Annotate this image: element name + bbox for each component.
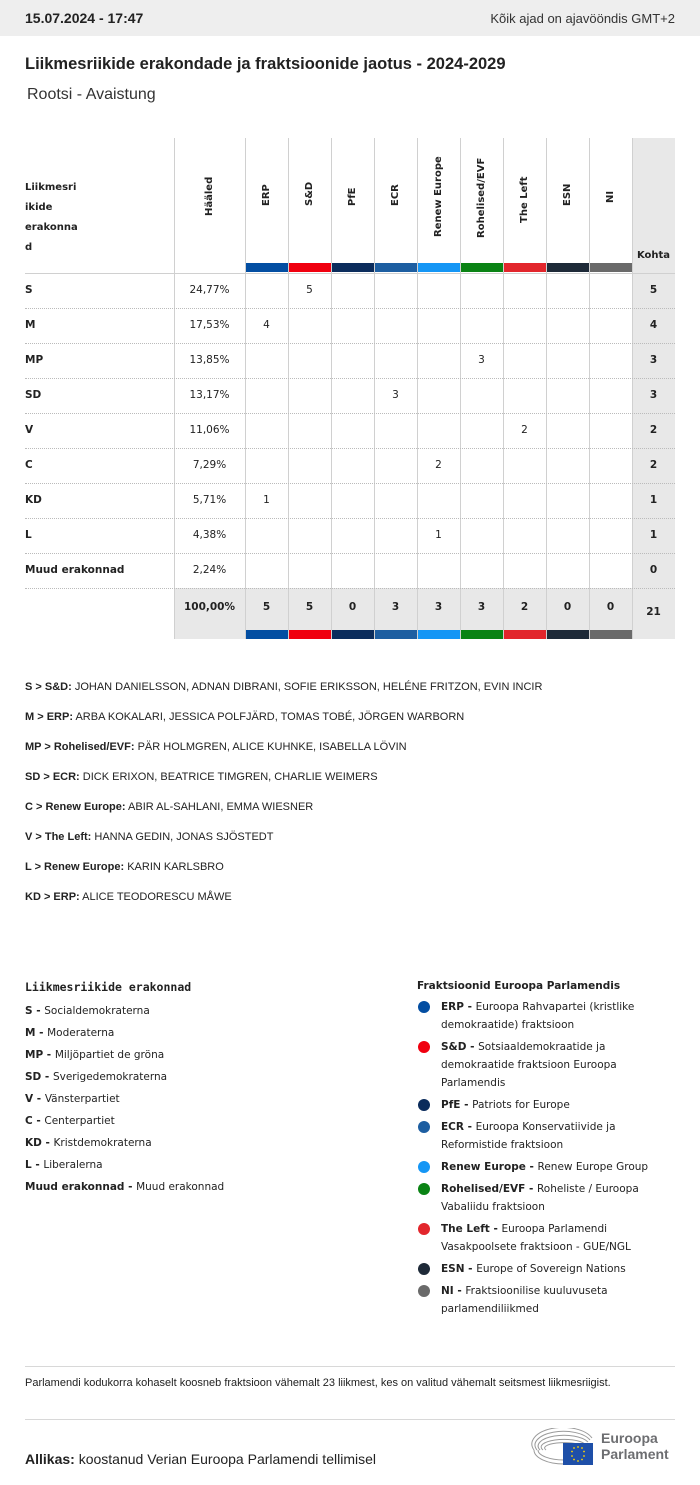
seat-cell — [331, 273, 374, 308]
seat-cell — [589, 273, 632, 308]
party-cell: L — [25, 529, 32, 541]
row-total-cell: 2 — [649, 424, 658, 436]
total-seat-cell: 5 — [262, 601, 271, 613]
seats-column-header: Kohta — [636, 250, 671, 261]
group-color-dot-icon — [418, 1041, 430, 1053]
party-legend-title: Liikmesriikide erakonnad — [25, 980, 192, 994]
seat-cell — [245, 273, 288, 308]
votes-cell: 5,71% — [192, 494, 227, 506]
mep-group-key: S > S&D — [25, 681, 69, 693]
mep-group-key: V > The Left — [25, 831, 88, 843]
seat-cell — [589, 518, 632, 553]
page-subtitle: Rootsi - Avaistung — [27, 86, 156, 103]
party-column-header: Liikmesri ikide erakonna d — [25, 182, 78, 253]
seat-cell — [245, 553, 288, 588]
hemicycle-icon — [530, 1428, 600, 1468]
mep-group-key: KD > ERP — [25, 891, 77, 903]
seat-cell — [503, 378, 546, 413]
row-total-cell: 3 — [649, 389, 658, 401]
seat-cell — [288, 343, 331, 378]
seat-cell — [245, 343, 288, 378]
seat-cell — [546, 448, 589, 483]
group-column-header: ESN — [561, 183, 573, 207]
seat-cell — [546, 273, 589, 308]
seat-cell: 3 — [392, 389, 399, 401]
group-column-header: The Left — [518, 176, 530, 224]
party-legend-item: S - Socialdemokraterna — [25, 1005, 150, 1017]
row-total-cell: 2 — [649, 459, 658, 471]
seat-cell — [374, 343, 417, 378]
party-cell: M — [25, 319, 36, 331]
seat-cell — [589, 483, 632, 518]
group-legend-item: ECR - Euroopa Konservatiivide ja Reformistide fraktsioon — [417, 1118, 677, 1154]
mep-names: ALICE TEODORESCU MÅWE — [82, 891, 232, 903]
group-column-header: ECR — [389, 184, 401, 207]
mep-list — [25, 679, 675, 919]
party-cell: S — [25, 284, 33, 296]
seat-cell — [288, 553, 331, 588]
seat-cell — [460, 553, 503, 588]
party-cell: Muud erakonnad — [25, 564, 125, 576]
row-total-cell: 5 — [649, 284, 658, 296]
grand-total-cell: 21 — [646, 606, 661, 618]
mep-group-key: MP > Rohelised/EVF — [25, 741, 131, 753]
party-legend-item: L - Liberalerna — [25, 1159, 103, 1171]
seat-cell — [546, 483, 589, 518]
group-legend-item: ESN - Europe of Sovereign Nations — [417, 1260, 677, 1278]
party-legend-item: C - Centerpartiet — [25, 1115, 115, 1127]
row-total-cell: 3 — [649, 354, 658, 366]
mep-names: ARBA KOKALARI, JESSICA POLFJÄRD, TOMAS TOBÉ, JÖRGEN WARBORN — [75, 711, 465, 723]
source-label: Allikas: — [25, 1451, 75, 1467]
seat-cell — [589, 553, 632, 588]
seat-cell — [460, 273, 503, 308]
seat-cell — [589, 308, 632, 343]
seat-cell — [331, 448, 374, 483]
seat-cell — [417, 413, 460, 448]
logo-text: Euroopa Parlament — [601, 1430, 669, 1462]
seat-cell — [417, 308, 460, 343]
total-seat-cell: 0 — [348, 601, 357, 613]
party-legend-item: KD - Kristdemokraterna — [25, 1137, 152, 1149]
total-seat-cell: 0 — [606, 601, 615, 613]
group-color-dot-icon — [418, 1223, 430, 1235]
group-color-bar — [289, 630, 331, 639]
group-color-bar — [418, 263, 460, 272]
mep-group-key: M > ERP — [25, 711, 70, 723]
group-color-bar — [375, 263, 417, 272]
group-legend-item: ERP - Euroopa Rahvapartei (kristlike demokraatide) fraktsioon — [417, 998, 677, 1034]
seat-cell — [589, 413, 632, 448]
seat-cell — [546, 553, 589, 588]
votes-cell: 13,85% — [189, 354, 230, 366]
seat-cell — [331, 413, 374, 448]
seat-cell: 4 — [263, 319, 270, 331]
seat-cell — [374, 518, 417, 553]
seat-cell — [546, 308, 589, 343]
mep-names: HANNA GEDIN, JONAS SJÖSTEDT — [94, 831, 274, 843]
seat-cell — [331, 308, 374, 343]
seat-cell — [546, 518, 589, 553]
group-column-header: Rohelised/EVF — [475, 157, 487, 238]
group-color-bar — [547, 263, 589, 272]
seat-cell: 2 — [521, 424, 528, 436]
seat-cell — [245, 378, 288, 413]
seat-cell — [374, 483, 417, 518]
seat-cell — [417, 378, 460, 413]
party-cell: V — [25, 424, 34, 436]
seat-cell — [288, 483, 331, 518]
top-bar — [0, 0, 700, 36]
group-color-dot-icon — [418, 1183, 430, 1195]
mep-line: V > The Left: HANNA GEDIN, JONAS SJÖSTEDT — [25, 831, 274, 843]
mep-names: JOHAN DANIELSSON, ADNAN DIBRANI, SOFIE ERIKSSON, HELÉNE FRITZON, EVIN INCIR — [74, 681, 543, 693]
seat-cell — [374, 413, 417, 448]
group-legend-item: S&D - Sotsiaaldemokraatide ja demokraatide fraktsioon Euroopa Parlamendis — [417, 1038, 677, 1092]
group-color-bar — [590, 263, 632, 272]
datetime: 15.07.2024 - 17:47 — [25, 10, 144, 26]
seat-cell: 5 — [306, 284, 313, 296]
mep-line: L > Renew Europe: KARIN KARLSBRO — [25, 861, 224, 873]
total-seat-cell: 0 — [563, 601, 572, 613]
mep-group-key: L > Renew Europe — [25, 861, 121, 873]
mep-group-key: C > Renew Europe — [25, 801, 122, 813]
source-line — [25, 1451, 376, 1467]
seat-cell — [331, 343, 374, 378]
row-total-cell: 1 — [649, 494, 658, 506]
mep-names: ABIR AL-SAHLANI, EMMA WIESNER — [128, 801, 314, 813]
row-total-cell: 1 — [649, 529, 658, 541]
seat-cell — [460, 518, 503, 553]
votes-cell: 7,29% — [192, 459, 227, 471]
group-legend-item: NI - Fraktsioonilise kuuluvuseta parlamendiliikmed — [417, 1282, 677, 1318]
seat-cell — [331, 483, 374, 518]
seat-cell — [460, 308, 503, 343]
seat-cell — [331, 518, 374, 553]
seat-cell — [589, 448, 632, 483]
mep-names: PÄR HOLMGREN, ALICE KUHNKE, ISABELLA LÖVIN — [137, 741, 407, 753]
seat-cell — [374, 553, 417, 588]
votes-cell: 2,24% — [192, 564, 227, 576]
seat-cell — [503, 448, 546, 483]
group-color-bar — [418, 630, 460, 639]
votes-column-header: Hääled — [204, 176, 215, 216]
party-legend-item: MP - Miljöpartiet de gröna — [25, 1049, 165, 1061]
source-text: koostanud Verian Euroopa Parlamendi tellimisel — [78, 1451, 376, 1467]
total-seat-cell: 3 — [477, 601, 486, 613]
group-color-bar — [332, 263, 374, 272]
seat-cell — [503, 518, 546, 553]
group-legend-item: PfE - Patriots for Europe — [417, 1096, 677, 1114]
mep-names: KARIN KARLSBRO — [127, 861, 224, 873]
group-column-header: S&D — [303, 181, 315, 207]
divider — [25, 1366, 675, 1367]
party-legend-item: Muud erakonnad - Muud erakonnad — [25, 1181, 225, 1193]
timezone-note: Kõik ajad on ajavööndis GMT+2 — [490, 10, 675, 26]
row-total-cell: 4 — [649, 319, 658, 331]
seat-cell — [245, 518, 288, 553]
seat-cell — [417, 343, 460, 378]
group-color-dot-icon — [418, 1121, 430, 1133]
seat-cell — [374, 308, 417, 343]
seat-cell — [245, 448, 288, 483]
seat-cell — [589, 343, 632, 378]
seat-cell — [331, 553, 374, 588]
group-column-header: Renew Europe — [432, 156, 444, 237]
mep-line: MP > Rohelised/EVF: PÄR HOLMGREN, ALICE KUHNKE, ISABELLA LÖVIN — [25, 741, 407, 753]
group-color-dot-icon — [418, 1001, 430, 1013]
seat-cell — [288, 378, 331, 413]
party-legend-item: V - Vänsterpartiet — [25, 1093, 120, 1105]
mep-line: M > ERP: ARBA KOKALARI, JESSICA POLFJÄRD, TOMAS TOBÉ, JÖRGEN WARBORN — [25, 711, 465, 723]
group-legend-item: The Left - Euroopa Parlamendi Vasakpoolsete fraktsioon - GUE/NGL — [417, 1220, 677, 1256]
votes-cell: 13,17% — [189, 389, 230, 401]
group-color-dot-icon — [418, 1099, 430, 1111]
total-seat-cell: 3 — [391, 601, 400, 613]
group-legend-item: Rohelised/EVF - Roheliste / Euroopa Vabaliidu fraktsioon — [417, 1180, 677, 1216]
party-legend-item: M - Moderaterna — [25, 1027, 115, 1039]
seat-cell — [288, 308, 331, 343]
group-color-bar — [246, 263, 288, 272]
seat-cell — [589, 378, 632, 413]
group-color-bar — [246, 630, 288, 639]
seat-cell — [503, 483, 546, 518]
votes-cell: 17,53% — [189, 319, 230, 331]
party-legend-item: SD - Sverigedemokraterna — [25, 1071, 168, 1083]
group-legend — [417, 980, 677, 1322]
seat-cell — [288, 413, 331, 448]
page-title: Liikmesriikide erakondade ja fraktsioonide jaotus - 2024-2029 — [25, 55, 506, 73]
group-color-bar — [547, 630, 589, 639]
group-column-header: NI — [604, 190, 616, 203]
seat-cell — [417, 273, 460, 308]
seat-cell — [546, 413, 589, 448]
row-divider — [25, 588, 675, 589]
seat-cell — [417, 553, 460, 588]
mep-line: S > S&D: JOHAN DANIELSSON, ADNAN DIBRANI, SOFIE ERIKSSON, HELÉNE FRITZON, EVIN INCIR — [25, 681, 543, 693]
seat-cell — [331, 378, 374, 413]
mep-line: SD > ECR: DICK ERIXON, BEATRICE TIMGREN, CHARLIE WEIMERS — [25, 771, 378, 783]
row-total-cell: 0 — [649, 564, 658, 576]
total-votes-cell: 100,00% — [183, 601, 236, 613]
votes-cell: 4,38% — [192, 529, 227, 541]
votes-cell: 11,06% — [189, 424, 230, 436]
group-color-dot-icon — [418, 1161, 430, 1173]
party-legend — [25, 980, 375, 1198]
group-legend-title: Fraktsioonid Euroopa Parlamendis — [417, 980, 621, 992]
party-cell: SD — [25, 389, 42, 401]
seat-cell — [460, 413, 503, 448]
party-cell: C — [25, 459, 33, 471]
seat-cell — [374, 273, 417, 308]
group-column-header: PfE — [346, 187, 358, 207]
seat-cell — [503, 553, 546, 588]
seat-cell: 1 — [435, 529, 442, 541]
seat-cell: 3 — [478, 354, 485, 366]
group-legend-item: Renew Europe - Renew Europe Group — [417, 1158, 677, 1176]
group-color-bar — [590, 630, 632, 639]
footnote: Parlamendi kodukorra kohaselt koosneb fraktsioon vähemalt 23 liikmest, kes on valitud vähemalt seitsmest liikmesriigist. — [25, 1377, 611, 1389]
group-column-header: ERP — [260, 184, 272, 207]
seat-cell: 2 — [435, 459, 442, 471]
group-color-bar — [289, 263, 331, 272]
seat-cell — [503, 308, 546, 343]
votes-cell: 24,77% — [189, 284, 230, 296]
group-color-bar — [375, 630, 417, 639]
seat-cell — [417, 483, 460, 518]
group-color-dot-icon — [418, 1263, 430, 1275]
mep-line: C > Renew Europe: ABIR AL-SAHLANI, EMMA WIESNER — [25, 801, 314, 813]
group-color-bar — [504, 263, 546, 272]
seat-cell — [460, 483, 503, 518]
seat-cell — [546, 378, 589, 413]
group-color-bar — [332, 630, 374, 639]
seat-cell: 1 — [263, 494, 270, 506]
group-color-dot-icon — [418, 1285, 430, 1297]
party-cell: KD — [25, 494, 42, 506]
mep-names: DICK ERIXON, BEATRICE TIMGREN, CHARLIE WEIMERS — [82, 771, 378, 783]
total-seat-cell: 3 — [434, 601, 443, 613]
divider — [25, 1419, 675, 1420]
seat-cell — [546, 343, 589, 378]
party-cell: MP — [25, 354, 44, 366]
mep-line: KD > ERP: ALICE TEODORESCU MÅWE — [25, 891, 232, 903]
total-seat-cell: 5 — [305, 601, 314, 613]
seat-cell — [503, 273, 546, 308]
seat-cell — [503, 343, 546, 378]
group-color-bar — [461, 263, 503, 272]
group-color-bar — [461, 630, 503, 639]
seat-cell — [460, 448, 503, 483]
mep-group-key: SD > ECR — [25, 771, 77, 783]
seat-cell — [374, 448, 417, 483]
seat-cell — [288, 448, 331, 483]
seat-cell — [460, 378, 503, 413]
ep-logo — [530, 1428, 680, 1468]
group-color-bar — [504, 630, 546, 639]
total-seat-cell: 2 — [520, 601, 529, 613]
seat-cell — [245, 413, 288, 448]
seat-cell — [288, 518, 331, 553]
